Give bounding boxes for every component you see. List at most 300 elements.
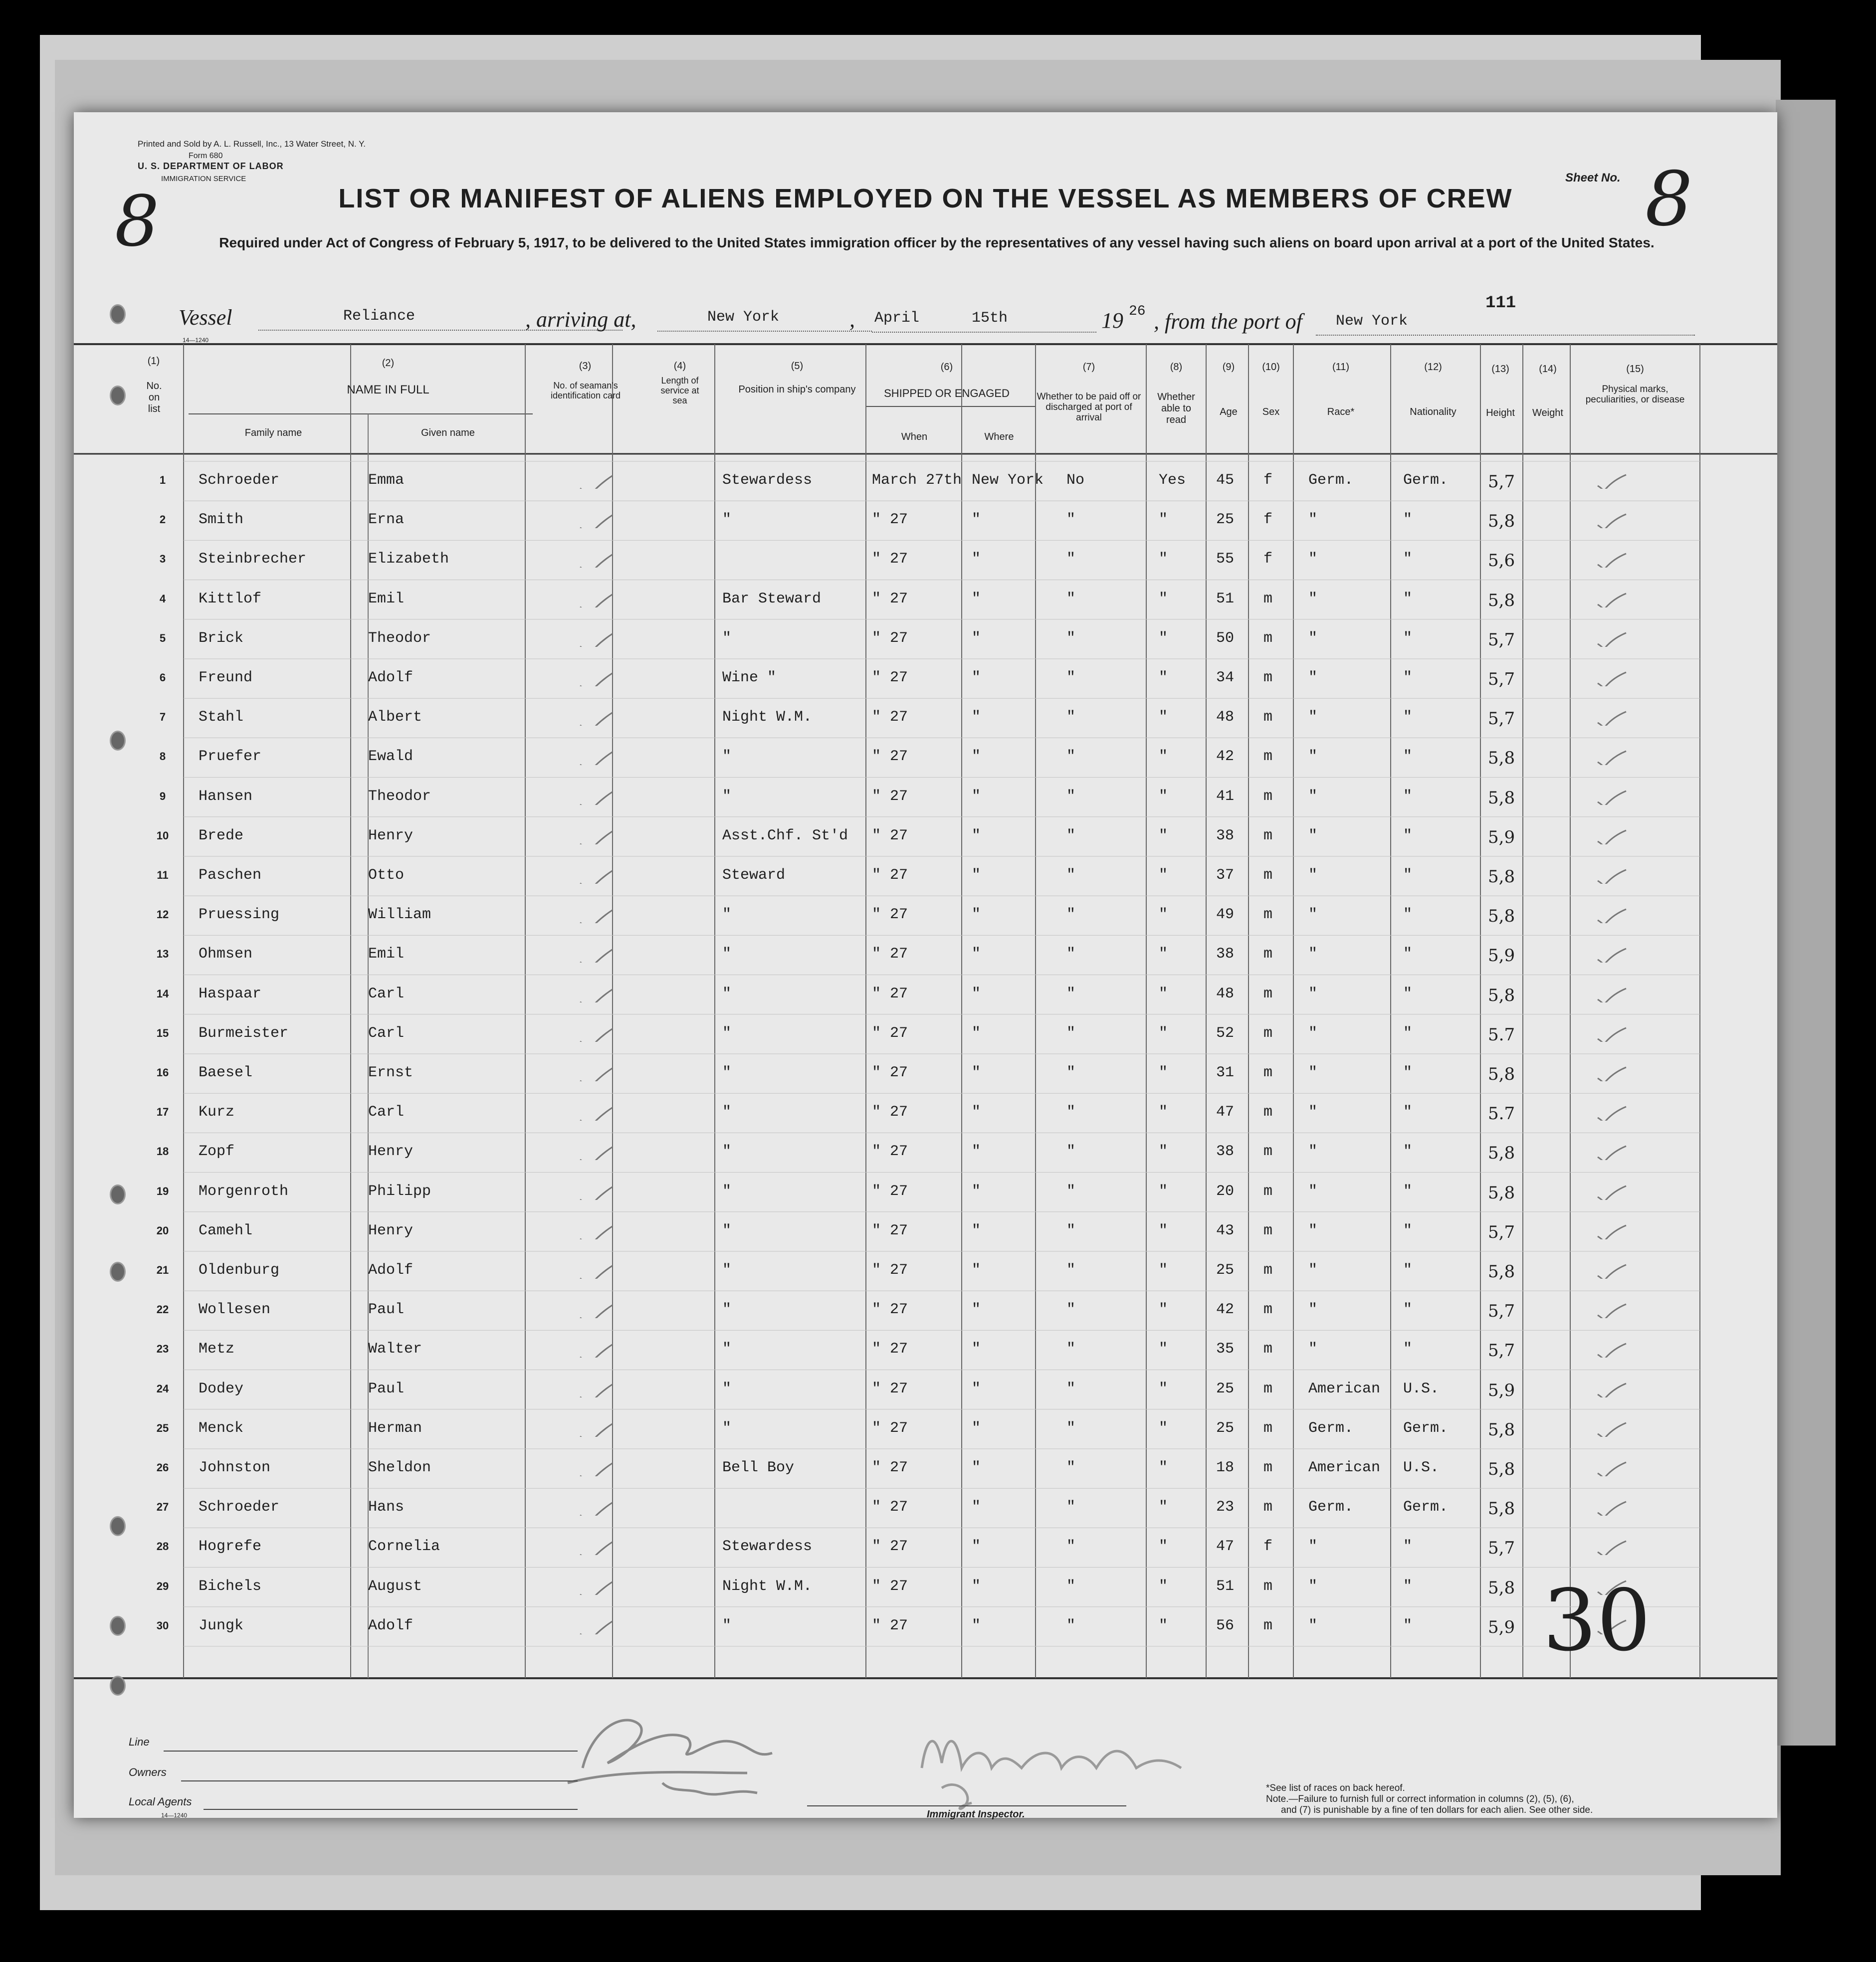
row-number: 9 (159, 789, 166, 802)
height: 5,8 (1488, 1262, 1515, 1282)
race: " (1308, 1341, 1318, 1358)
row-number: 19 (156, 1184, 169, 1197)
corner-mark: 8 (115, 181, 160, 262)
height: 5,8 (1488, 1143, 1515, 1164)
nationality: " (1403, 946, 1413, 963)
col10-label: Sex (1262, 406, 1280, 417)
weight-check (1595, 624, 1630, 647)
paid-off: " (1066, 551, 1076, 568)
family-name: Paschen (199, 867, 262, 884)
binder-hole (110, 1184, 126, 1204)
nationality: Germ. (1403, 1499, 1449, 1516)
paid-off: " (1066, 1380, 1076, 1397)
sex: m (1263, 906, 1273, 924)
able-to-read: " (1159, 906, 1168, 924)
shipped-when: " 27 (872, 1617, 908, 1634)
nationality: " (1403, 1341, 1413, 1358)
col1-num: (1) (147, 356, 160, 367)
seaman-card-check (578, 505, 613, 528)
race: " (1308, 1104, 1318, 1121)
table-row (74, 1501, 1777, 1540)
sex: m (1263, 787, 1273, 805)
weight-check (1595, 980, 1630, 1002)
height: 5,8 (1488, 867, 1515, 887)
weight-check (1595, 742, 1630, 765)
height: 5,7 (1488, 1538, 1515, 1559)
height: 5.7 (1488, 1024, 1515, 1045)
table-row (74, 474, 1777, 513)
paid-off: " (1066, 827, 1076, 844)
nationality: " (1403, 867, 1413, 884)
seaman-card-check (578, 1058, 613, 1081)
service: IMMIGRATION SERVICE (161, 175, 246, 183)
seaman-card-check (578, 1374, 613, 1397)
given-name: Carl (368, 1024, 405, 1042)
weight-check (1595, 1453, 1630, 1476)
able-to-read: " (1159, 511, 1168, 529)
col8-label: Whether able to read (1157, 392, 1195, 425)
family-name: Kittlof (199, 590, 262, 607)
col4-num: (4) (673, 361, 686, 372)
vessel-name: Reliance (343, 308, 416, 325)
position: " (722, 1064, 732, 1081)
col10-num: (10) (1262, 362, 1280, 373)
sex: f (1263, 511, 1273, 529)
shipped-where: " (972, 1577, 981, 1595)
age: 42 (1216, 748, 1235, 766)
seaman-card-check (578, 1335, 613, 1358)
shipped-when: " 27 (872, 1182, 908, 1200)
able-to-read: " (1159, 1459, 1168, 1476)
seaman-card-check (578, 782, 613, 805)
page-subtitle: Required under Act of Congress of February 5, 1917, to be delivered to the United States immigration officer by the representatives of any vessel having such aliens on board upon arrival at a port of the United States. (219, 235, 1655, 250)
height: 5,8 (1488, 1419, 1515, 1440)
sex: m (1263, 1143, 1273, 1161)
given-name: Paul (368, 1380, 405, 1397)
age: 52 (1216, 1024, 1235, 1042)
col8-num: (8) (1170, 362, 1183, 373)
sex: m (1263, 946, 1273, 963)
height: 5,7 (1488, 1341, 1515, 1361)
row-number: 8 (159, 750, 166, 763)
sex: m (1263, 1499, 1273, 1516)
paid-off: " (1066, 629, 1076, 647)
weight-check (1595, 1335, 1630, 1358)
table-row (74, 711, 1777, 750)
shipped-where: " (972, 1499, 981, 1516)
position: " (722, 1617, 732, 1634)
row-number: 5 (159, 631, 166, 644)
sex: f (1263, 1538, 1273, 1556)
row-number: 12 (156, 908, 169, 921)
able-to-read: " (1159, 1143, 1168, 1161)
paid-off: " (1066, 1262, 1076, 1279)
shipped-when: " 27 (872, 1104, 908, 1121)
table-row (74, 1024, 1777, 1066)
weight-check (1595, 861, 1630, 884)
sheet-number: 8 (1645, 156, 1693, 243)
family-name: Stahl (199, 709, 244, 726)
position: " (722, 1182, 732, 1200)
height: 5,8 (1488, 1577, 1515, 1598)
family-name: Hansen (199, 787, 253, 805)
seaman-card-check (578, 1414, 613, 1437)
shipped-when: " 27 (872, 1499, 908, 1516)
shipped-when: " 27 (872, 590, 908, 607)
shipped-where: " (972, 1064, 981, 1081)
footer-note-races: *See list of races on back hereof. (1266, 1783, 1405, 1793)
seaman-card-check (578, 1493, 613, 1516)
paid-off: " (1066, 1577, 1076, 1595)
inspector-signature-2 (822, 1703, 1271, 1823)
stamp-code-top: 14—1240 (183, 337, 209, 344)
able-to-read: " (1159, 1222, 1168, 1239)
position: " (722, 511, 732, 529)
col2-family: Family name (244, 427, 302, 438)
age: 31 (1216, 1064, 1235, 1081)
race: " (1308, 551, 1318, 568)
given-name: Adolf (368, 1617, 414, 1634)
shipped-where: " (972, 511, 981, 529)
row-number: 24 (156, 1382, 169, 1395)
row-number: 13 (156, 948, 169, 961)
weight-check (1595, 1098, 1630, 1121)
given-name: Adolf (368, 669, 414, 686)
shipped-when: " 27 (872, 787, 908, 805)
given-name: Emil (368, 590, 405, 607)
table-row (74, 1540, 1777, 1579)
position: Steward (722, 867, 786, 884)
family-name: Morgenroth (199, 1182, 289, 1200)
shipped-when: " 27 (872, 1301, 908, 1319)
list-number: 111 (1485, 294, 1516, 313)
height: 5,8 (1488, 590, 1515, 610)
nationality: " (1403, 709, 1413, 726)
shipped-where: " (972, 1341, 981, 1358)
given-name: Henry (368, 1143, 414, 1161)
paid-off: No (1066, 472, 1085, 489)
shipped-where: " (972, 590, 981, 607)
col13-label: Height (1486, 407, 1515, 418)
nationality: " (1403, 748, 1413, 766)
given-name: Theodor (368, 787, 431, 805)
family-name: Burmeister (199, 1024, 289, 1042)
race: American (1308, 1459, 1381, 1476)
position: " (722, 1262, 732, 1279)
family-name: Pruessing (199, 906, 280, 924)
age: 37 (1216, 867, 1235, 884)
given-name: Walter (368, 1341, 422, 1358)
shipped-where: " (972, 906, 981, 924)
row-number: 21 (156, 1264, 169, 1276)
height: 5,7 (1488, 669, 1515, 689)
shipped-when: " 27 (872, 1419, 908, 1437)
age: 25 (1216, 511, 1235, 529)
able-to-read: " (1159, 748, 1168, 766)
able-to-read: " (1159, 985, 1168, 1002)
weight-check (1595, 1216, 1630, 1239)
sex: m (1263, 1064, 1273, 1081)
race: " (1308, 1182, 1318, 1200)
able-to-read: " (1159, 867, 1168, 884)
position: Asst.Chf. St'd (722, 827, 848, 844)
given-name: Cornelia (368, 1538, 440, 1556)
family-name: Kurz (199, 1104, 235, 1121)
height: 5,8 (1488, 511, 1515, 532)
col4-label: Length of service at sea (660, 376, 699, 405)
able-to-read: " (1159, 1617, 1168, 1634)
race: Germ. (1308, 472, 1354, 489)
race: " (1308, 1262, 1318, 1279)
col11-label: Race* (1327, 406, 1355, 417)
weight-check (1595, 1177, 1630, 1200)
family-name: Hogrefe (199, 1538, 262, 1556)
family-name: Schroeder (199, 1499, 280, 1516)
col3-num: (3) (579, 361, 592, 372)
height: 5,9 (1488, 1380, 1515, 1400)
row-number: 3 (159, 553, 166, 566)
col6-label: SHIPPED OR ENGAGED (884, 387, 1010, 399)
given-name: Sheldon (368, 1459, 431, 1476)
seaman-card-check (578, 1137, 613, 1160)
sex: m (1263, 629, 1273, 647)
race: " (1308, 1222, 1318, 1239)
nationality: U.S. (1403, 1459, 1440, 1476)
family-name: Freund (199, 669, 253, 686)
seaman-card-check (578, 821, 613, 844)
year-suffix: 26 (1129, 304, 1146, 319)
row-number: 28 (156, 1540, 169, 1553)
race: " (1308, 867, 1318, 884)
able-to-read: " (1159, 709, 1168, 726)
nationality: " (1403, 787, 1413, 805)
height: 5,8 (1488, 748, 1515, 769)
position: Wine " (722, 669, 777, 686)
seaman-card-check (578, 1295, 613, 1318)
sex: m (1263, 1459, 1273, 1476)
nationality: " (1403, 906, 1413, 924)
shipped-when: " 27 (872, 1577, 908, 1595)
shipped-where: " (972, 629, 981, 647)
manifest-sheet (74, 112, 1777, 1818)
nationality: " (1403, 1262, 1413, 1279)
given-name: Adolf (368, 1262, 414, 1279)
race: " (1308, 1024, 1318, 1042)
family-name: Brick (199, 629, 244, 647)
row-number: 23 (156, 1343, 169, 1356)
age: 42 (1216, 1301, 1235, 1319)
table-row (74, 553, 1777, 592)
arriving-port: New York (707, 309, 780, 326)
seaman-card-check (578, 466, 613, 489)
col9-label: Age (1220, 406, 1238, 417)
seaman-card-check (578, 585, 613, 607)
position: " (722, 1341, 732, 1358)
able-to-read: " (1159, 1380, 1168, 1397)
seaman-card-check (578, 703, 613, 726)
shipped-where: " (972, 985, 981, 1002)
age: 51 (1216, 590, 1235, 607)
footer-line-label: Line (129, 1736, 150, 1748)
from-label: , from the port of (1154, 309, 1302, 334)
position: " (722, 1024, 732, 1042)
nationality: " (1403, 1617, 1413, 1634)
race: " (1308, 1143, 1318, 1161)
nationality: " (1403, 1024, 1413, 1042)
row-number: 14 (156, 987, 169, 1000)
weight-check (1595, 1137, 1630, 1160)
seaman-card-check (578, 663, 613, 686)
printer-line: Printed and Sold by A. L. Russell, Inc., 13 Water Street, N. Y. (138, 139, 366, 149)
shipped-where: " (972, 1419, 981, 1437)
paid-off: " (1066, 1182, 1076, 1200)
race: " (1308, 827, 1318, 844)
sex: m (1263, 748, 1273, 766)
race: " (1308, 629, 1318, 647)
paid-off: " (1066, 1301, 1076, 1319)
age: 45 (1216, 472, 1235, 489)
paid-off: " (1066, 669, 1076, 686)
seaman-card-check (578, 1572, 613, 1595)
age: 38 (1216, 946, 1235, 963)
handwritten-total: 30 (1543, 1571, 1651, 1670)
shipped-when: " 27 (872, 985, 908, 1002)
col2-num: (2) (382, 358, 395, 369)
shipped-when: " 27 (872, 1341, 908, 1358)
shipped-where: " (972, 1262, 981, 1279)
able-to-read: " (1159, 1262, 1168, 1279)
nationality: U.S. (1403, 1380, 1440, 1397)
position: " (722, 1380, 732, 1397)
seaman-card-check (578, 624, 613, 647)
binder-hole (110, 731, 126, 751)
height: 5,7 (1488, 472, 1515, 492)
page-title: LIST OR MANIFEST OF ALIENS EMPLOYED ON THE VESSEL AS MEMBERS OF CREW (338, 184, 1513, 213)
age: 48 (1216, 709, 1235, 726)
weight-check (1595, 1295, 1630, 1318)
family-name: Brede (199, 827, 244, 844)
sex: m (1263, 1104, 1273, 1121)
shipped-where: " (972, 1459, 981, 1476)
sheet-label: Sheet No. (1565, 171, 1621, 185)
seaman-card-check (578, 1019, 613, 1042)
row-number: 6 (159, 671, 166, 684)
able-to-read: " (1159, 1064, 1168, 1081)
table-row (74, 1182, 1777, 1224)
binder-hole (110, 1616, 126, 1636)
race: American (1308, 1380, 1381, 1397)
race: " (1308, 985, 1318, 1002)
col2-label: NAME IN FULL (347, 383, 429, 396)
col7-label: Whether to be paid off or discharged at port of arrival (1037, 392, 1141, 423)
able-to-read: " (1159, 551, 1168, 568)
col12-label: Nationality (1410, 406, 1457, 417)
age: 41 (1216, 787, 1235, 805)
nationality: " (1403, 1222, 1413, 1239)
paid-off: " (1066, 946, 1076, 963)
nationality: " (1403, 1064, 1413, 1081)
able-to-read: " (1159, 669, 1168, 686)
sex: m (1263, 867, 1273, 884)
paid-off: " (1066, 709, 1076, 726)
nationality: " (1403, 827, 1413, 844)
weight-check (1595, 505, 1630, 528)
position: " (722, 906, 732, 924)
weight-check (1595, 585, 1630, 607)
footer-note-penalty-1: Note.—Failure to furnish full or correct information in columns (2), (5), (6), (1266, 1794, 1574, 1804)
age: 25 (1216, 1380, 1235, 1397)
paid-off: " (1066, 511, 1076, 529)
weight-check (1595, 900, 1630, 923)
shipped-where: " (972, 1380, 981, 1397)
race: " (1308, 748, 1318, 766)
shipped-when: " 27 (872, 511, 908, 529)
able-to-read: " (1159, 1182, 1168, 1200)
height: 5.7 (1488, 1104, 1515, 1124)
position: " (722, 1104, 732, 1121)
able-to-read: " (1159, 590, 1168, 607)
family-name: Camehl (199, 1222, 253, 1239)
able-to-read: " (1159, 1341, 1168, 1358)
race: " (1308, 1617, 1318, 1634)
arrival-month: April (874, 310, 920, 327)
seaman-card-check (578, 545, 613, 568)
col15-num: (15) (1626, 364, 1644, 375)
given-name: Emil (368, 946, 405, 963)
shipped-when: " 27 (872, 629, 908, 647)
seaman-card-check (578, 1098, 613, 1121)
paid-off: " (1066, 985, 1076, 1002)
paid-off: " (1066, 1341, 1076, 1358)
sex: f (1263, 551, 1273, 568)
col1-label: No. on list (146, 381, 162, 414)
shipped-where: New York (972, 472, 1044, 489)
table-row (74, 592, 1777, 632)
nationality: " (1403, 551, 1413, 568)
shipped-where: " (972, 1104, 981, 1121)
weight-check (1595, 1058, 1630, 1081)
able-to-read: " (1159, 1538, 1168, 1556)
sex: m (1263, 1617, 1273, 1634)
col12-num: (12) (1424, 362, 1442, 373)
given-name: Philipp (368, 1182, 431, 1200)
row-number: 2 (159, 513, 166, 526)
table-row (74, 1419, 1777, 1461)
col13-num: (13) (1491, 364, 1509, 375)
year-prefix: 19 (1101, 308, 1123, 333)
height: 5,8 (1488, 787, 1515, 808)
height: 5,7 (1488, 709, 1515, 729)
position: " (722, 1143, 732, 1161)
family-name: Haspaar (199, 985, 262, 1002)
arriving-label: , arriving at, (525, 307, 636, 332)
weight-check (1595, 1414, 1630, 1437)
able-to-read: " (1159, 1301, 1168, 1319)
race: " (1308, 669, 1318, 686)
col7-num: (7) (1082, 362, 1095, 373)
race: " (1308, 511, 1318, 529)
position: " (722, 985, 732, 1002)
race: " (1308, 1064, 1318, 1081)
able-to-read: " (1159, 629, 1168, 647)
family-name: Baesel (199, 1064, 253, 1081)
sex: f (1263, 472, 1273, 489)
table-row (74, 1382, 1777, 1422)
age: 55 (1216, 551, 1235, 568)
shipped-when: " 27 (872, 1538, 908, 1556)
weight-check (1595, 1019, 1630, 1042)
shipped-where: " (972, 1182, 981, 1200)
